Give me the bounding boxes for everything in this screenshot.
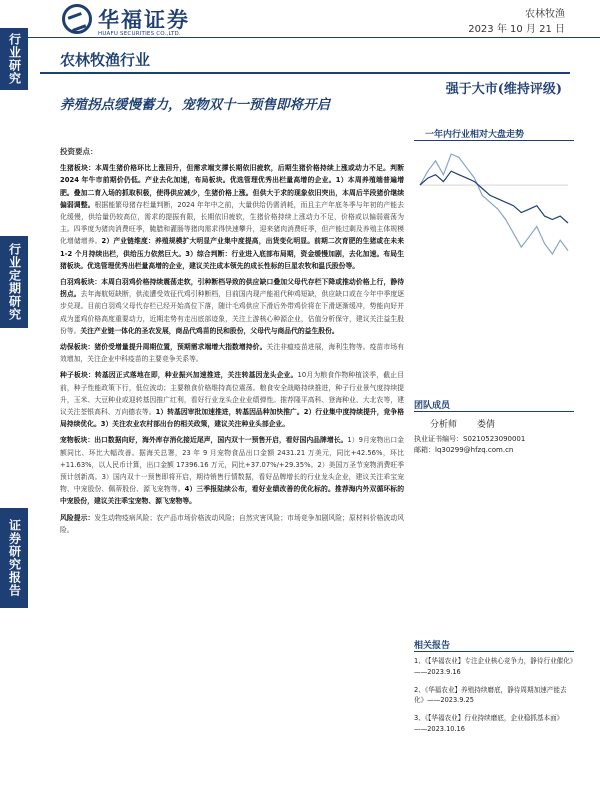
paragraph-emphasis: 1）转基因审批加速推进，转基因品种加快推广。2）行业集中度持续提升，竞争格局持续优化。3）关注农业农村部出台的相关政策，建议关注种业头部企业。 — [60, 408, 404, 429]
header-sector-tag: 农林牧渔 — [525, 9, 565, 20]
paragraph-text: 发生动物疫病风险；农产品市场价格波动风险；自然灾害风险；市场竞争加剧风险；原材料价格波动风险。 — [60, 513, 405, 534]
paragraph-heading: 风险提示： — [60, 513, 95, 522]
paragraph-emphasis: 2）产业链维度：养殖规模扩大明显产业集中度提高，出货变化明显。前期二次育肥的生猪或在未来 1-2 个月持续出栏，供给压力依然巨大。3）综合判断：行业进入底部布局期，资金缓慢加剧，去化加速。布局生猪板块。优选管理优秀出栏量高增的企业，建议关注成本领先的成长性标的巨星农牧和温氏股份等。 — [60, 237, 404, 270]
related-title: 相关报告 — [414, 641, 451, 651]
paragraph-emphasis: 4）三季报陆续公布，看好业绩改善的优化标的。推荐海内外双循环标的中宠股份，建议关注乖宝宠物、源飞宠物等。 — [60, 485, 405, 506]
paragraph-heading: 生猪板块：本周生猪价格环比上涨回升，但需求端支撑长期依旧疲软，后期生猪价格持续上涨或动力不足。判断 2024 年牛市前期价仍低。产业去化加速，布局板块。优选管理优秀出栏量高增的企业。1）本周养殖端普遍增肥。叠加二育入场的抓取积极，使得供应减少，生猪价格上涨。但供大于求的现象依旧突出，本周后半段猪价继续偏弱调整。 — [60, 164, 404, 209]
related-report-item[interactable]: 3、《【华福农业】行业持续磨底，企业稳抓基本面》——2023.10.16 — [414, 714, 564, 733]
analyst-email: 邮箱：lq30299@hfzq.com.cn — [414, 446, 514, 454]
paragraph-text: 去年海航短缺断，供流遭受效征代鸡引种断档，目前国内现产能祖代种鸡短缺，供应缺口或在今年中季度逐步兑现。目前白羽鸡父母代存栏已经开始高位下落，随计毛鸡供应下滑后外带鸡价将在下滑逐渐缓冲，势能向好并成为蛋鸡价格高度重要动力，近期走势有走出底部迹象，关注上游核心种源企业，估值分析保守，建议关注益生股份等。 — [60, 290, 405, 335]
company-name-cn: 华福证券 — [98, 7, 190, 32]
highlight-paragraph — [60, 341, 404, 365]
analyst-cert: 执业证书编号：S0210523090001 — [414, 435, 526, 443]
highlight-paragraph — [60, 512, 404, 536]
company-logo — [62, 4, 190, 37]
team-members — [414, 416, 574, 456]
paragraph-text: 1）9月宠物出口金额同比、环比大幅改善。据海关总署，23 年 9 月宠物食品出口金额 2431.21 万美元，同比+42.56%，环比+11.63%，以人民币计算，出口金额 17396.16 万元，同比+37.07%/+29.35%。2）美国万圣节宠物消费旺季预计创新高。3）国内双十一预售即将开启，期待销售行情数据，看好品牌增长的行业龙头企业，建议关注乖宝宠物、中宠股份、佩蒂股份、源飞宠物等。 — [60, 436, 405, 494]
highlight-paragraph — [60, 162, 404, 272]
highlights-label: 投资要点： — [60, 147, 98, 156]
paragraph-heading: 种子板块：转基因正式落地在即，种业振兴加速推进，关注转基因龙头企业。 — [60, 371, 298, 380]
industry-divider — [40, 72, 570, 74]
logo-emblem-icon — [62, 4, 92, 34]
industry-name: 农林牧渔行业 — [60, 51, 151, 69]
paragraph-text: 根据能繁母猪存栏量判断，2024 年年中之前，大量供给仍需消耗，而且主产年底冬季与年初的产能去化缓慢，供给量仍较高位，需求的提振有限，长期依旧疲软，生猪价格持续上涨动力不足，价格或以偏弱震荡为主。四季度为猪肉消费旺季，腌腊和灌肠等猪肉需求得快速攀升，迎来猪肉消费旺季，但产能过剩及养殖主体规模化增储增养。 — [60, 200, 404, 246]
paragraph-text: 关注非瘟疫苗进展，海利生物等。疫苗市场有效增加，关注企业中科疫苗的主要竞争关系等。 — [60, 343, 405, 364]
chart-series-line — [420, 171, 568, 223]
report-title: 养殖拐点缓慢蓄力，宠物双十一预售即将开启 — [60, 97, 330, 113]
header-date: 2023 年 10 月 21 日 — [468, 24, 565, 35]
paragraph-heading: 宠物板块：出口数据向好，海外库存消化接近尾声，国内双十一预售开启，看好国内品牌增长。 — [60, 436, 348, 445]
highlight-paragraph — [60, 434, 404, 507]
related-divider — [414, 651, 574, 652]
related-reports — [414, 656, 574, 742]
sidebar-tab-middle: 行业定期研究 — [0, 236, 28, 328]
related-report-item[interactable]: 1、《【华福农业】专注企业核心竞争力，静待行业催化》——2023.9.16 — [414, 657, 574, 676]
related-report-item[interactable]: 2、《华福农业】养殖持续磨底，静待周期加速产能去化》——2023.9.25 — [414, 685, 567, 705]
sidebar-tab-bottom: 证券研究报告 — [0, 508, 28, 608]
chart-series-line — [420, 154, 568, 254]
rating: 强于大市(维持评级) — [445, 82, 562, 97]
paragraph-emphasis: 关注产业链一体化的圣农发展，商品代鸡苗的民和股份，父母代与商品代的益生股份。 — [80, 326, 339, 335]
team-divider — [414, 411, 574, 412]
relative-performance-chart — [414, 148, 574, 260]
highlight-paragraph — [60, 276, 404, 337]
investment-highlights — [60, 146, 404, 540]
analyst-role: 分析师 — [430, 420, 458, 430]
analyst-name: 娄倩 — [477, 420, 496, 430]
paragraph-heading: 动保板块：猪价受增量提升周期位置，预期需求端增大指数增持价。 — [60, 343, 267, 352]
company-name-en: HUAFU SECURITIES CO.,LTD. — [98, 31, 181, 37]
highlight-paragraph — [60, 369, 404, 430]
header-divider — [28, 37, 600, 38]
sidebar-tab-top: 行业研究 — [0, 28, 28, 90]
chart-title: 一年内行业相对大盘走势 — [425, 130, 525, 140]
team-title: 团队成员 — [414, 401, 451, 411]
paragraph-text: 10月为粮食作物种植淡季，截止目前，种子性能政策下行，低位波动；主要粮食价格维持高位震荡。粮食安全战略持续推进，种子行业景气度持续提升，玉米、大豆种业或迎转基因推广红利，看好行业龙头企业业绩弹性。推荐隆平高科、登海种业、大北农等，建议关注荃银高科、万向德农等。 — [60, 371, 405, 417]
paragraph-heading: 白羽鸡板块：本周白羽鸡价格持续震荡走软，引种断档导致的供应缺口叠加父母代存栏下降或推动价格上行，静待拐点。 — [60, 278, 404, 299]
chart-title-divider — [414, 140, 574, 141]
